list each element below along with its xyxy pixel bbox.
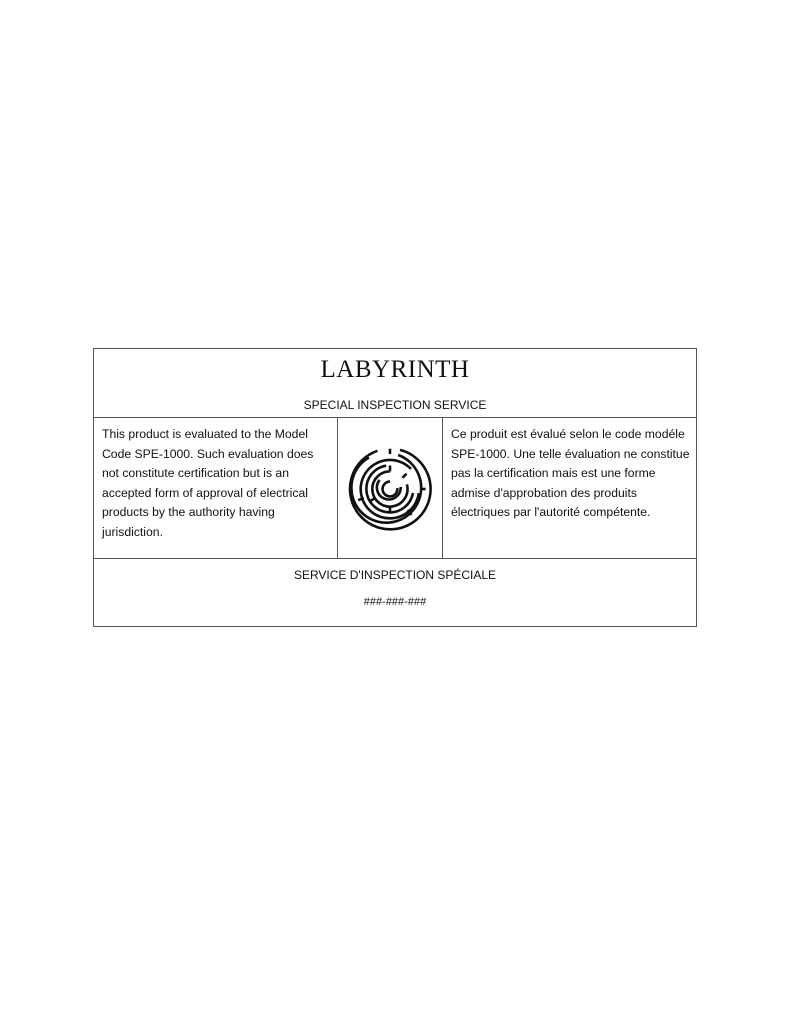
logo-column (338, 418, 443, 558)
french-statement: Ce produit est évalué selon le code modéle SPE-1000. Une telle évaluation ne constitue pas la certification mais est une forme admise d'approbation des produits électriques par l'autorité compétente. (451, 427, 690, 519)
label-header (94, 349, 696, 418)
brand-title: LABYRINTH (320, 356, 470, 383)
subtitle-english: SPECIAL INSPECTION SERVICE (303, 398, 487, 412)
inspection-label (93, 348, 697, 627)
subtitle-french: SERVICE D'INSPECTION SPÉCIALE (293, 568, 497, 582)
serial-number: ###-###-### (363, 596, 427, 608)
labyrinth-maze-icon (345, 444, 435, 534)
english-statement: This product is evaluated to the Model Code SPE-1000. Such evaluation does not constitute certification but is an accepted form of approval of electrical products by the authority having jurisdiction. (102, 427, 314, 539)
label-body (94, 418, 696, 559)
french-column (443, 418, 696, 558)
english-column (94, 418, 338, 558)
